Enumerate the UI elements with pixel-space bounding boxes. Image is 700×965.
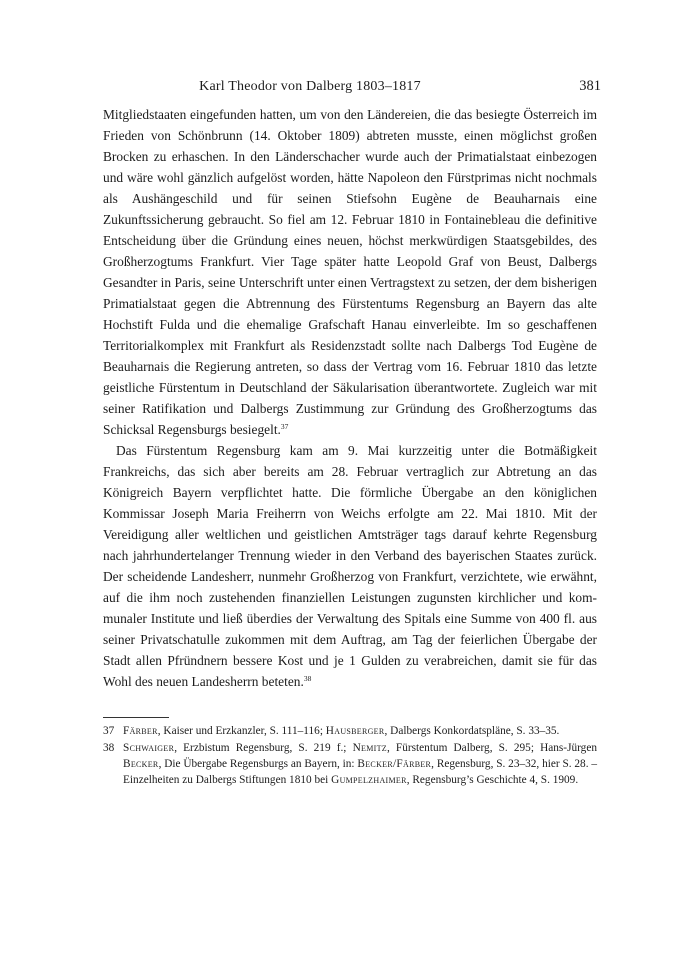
citation-text: , Die Übergabe Regensburgs an Bayern, in:: [158, 758, 358, 770]
footnote-text: [123, 723, 597, 739]
citation-text: , Fürstentum Dalberg, S. 295; Hans-Jürgen: [386, 742, 597, 754]
citation-text: , Kaiser und Erzkanzler, S. 111–116;: [157, 725, 326, 737]
footnote: [103, 723, 597, 739]
footnote-number: 37: [103, 725, 115, 737]
body-text: [103, 104, 597, 692]
citation-text: , Regensburg, S. 23–32, hier S. 28. – Einzelheiten zu Dalbergs Stiftungen 1810 bei: [123, 758, 597, 786]
footnote: [103, 740, 597, 788]
paragraph: [103, 104, 597, 440]
footnotes: [103, 723, 597, 789]
author-name: Nemitz: [352, 742, 387, 754]
footnote-reference[interactable]: 38: [303, 674, 312, 683]
author-name: Färber: [123, 725, 158, 737]
author-name: Gumpelzhaimer: [331, 774, 407, 786]
paragraph-text: Mitgliedstaaten eingefunden hatten, um von den Ländereien, die das besiegte Österreich im Frieden von Schönbrunn (14. Oktober 1809) abtreten musste, einen möglichst großen Brocken zu erhaschen. In den Länderschacher wurde auch der Primatialstaat einbezogen und wäre wohl gänzlich aufgelöst worden, hätte Napoleon den Fürstprimas nicht nochmals als Aushängeschild und für seinen Stiefsohn Eugène de Beauharnais eine Zukunftssicherung gebraucht. So fiel am 12. Februar 1810 in Fontainebleau die definitive Entscheidung über die Gründung eines neuen, höchst merkwürdigen Staatsgebildes, des Großherzogtums Frankfurt. Vier Tage später hatte Leopold Graf von Beust, Dalbergs Gesandter in Paris, seine Unterschrift unter einen Vertragstext zu setzen, der dem bisherigen Primatialstaat gegen die Abtrennung des Fürstentums Regensburg an Bayern das alte Hochstift Fulda und die ehemalige Grafschaft Hanau einverleibte. Im so geschaffenen Territorialkomplex mit Frankfurt als Residenzstadt sollte nach Dalbergs Tod Eugène de Beauharnais die Regierung antreten, so dass der Vertrag vom 16. Februar 1810 das letzte geistliche Fürstentum in Deutschland der Säkularisation überantwortete. Zugleich war mit seiner Ratifikation und Dalbergs Zustimmung zur Gründung des Großherzogtums das Schicksal Regensburgs besiegelt.: [103, 107, 597, 437]
author-name: Becker/Färber: [357, 758, 432, 770]
running-title: Karl Theodor von Dalberg 1803–1817: [199, 79, 421, 94]
citation-text: , Dalbergs Konkordatspläne, S. 33–35.: [384, 725, 560, 737]
citation-text: , Regensburg’s Geschichte 4, S. 1909.: [406, 774, 579, 786]
citation-text: , Erzbistum Regensburg, S. 219 f.;: [174, 742, 353, 754]
author-name: Schwaiger: [123, 742, 175, 754]
paragraph: [103, 440, 597, 692]
footnote-text: [123, 740, 597, 788]
footnote-separator: [103, 717, 169, 718]
author-name: Becker: [123, 758, 159, 770]
author-name: Hausberger: [325, 725, 385, 737]
footnote-number: 38: [103, 742, 115, 754]
paragraph-text: Das Fürstentum Regensburg kam am 9. Mai kurzzeitig unter die Botmäßigkeit Frankreichs, das sich aber bereits am 28. Februar vertraglich zur Abtretung an das Königreich Bayern verpflichtet hatte. Die förmliche Übergabe an den königlichen Kommissar Joseph Maria Freiherrn von Weichs erfolgte am 22. Mai 1810. Mit der Vereidigung aller weltlichen und geistlichen Amtsträger tags darauf kehrte Regensburg nach jahrhundertelanger Trennung wieder in den Verband des bayerischen Staates zurück. Der scheidende Landesherr, nunmehr Großherzog von Frankfurt, verzichtete, wie erwähnt, auf die ihm noch zustehenden finanziellen Leistungen zugunsten kirchlicher und kommunaler Institute und ließ überdies der Verwaltung des Spitals eine Summe von 400 fl. aus seiner Privatschatulle zukommen mit dem Auftrag, am Tag der feierlichen Übergabe der Stadt allen Pfründnern bessere Kost und je 1 Gulden zu verabreichen, damit sie für das Wohl des neuen Landesherrn beteten.: [103, 443, 597, 689]
page-number: 381: [579, 78, 601, 94]
footnote-reference[interactable]: 37: [280, 422, 289, 431]
